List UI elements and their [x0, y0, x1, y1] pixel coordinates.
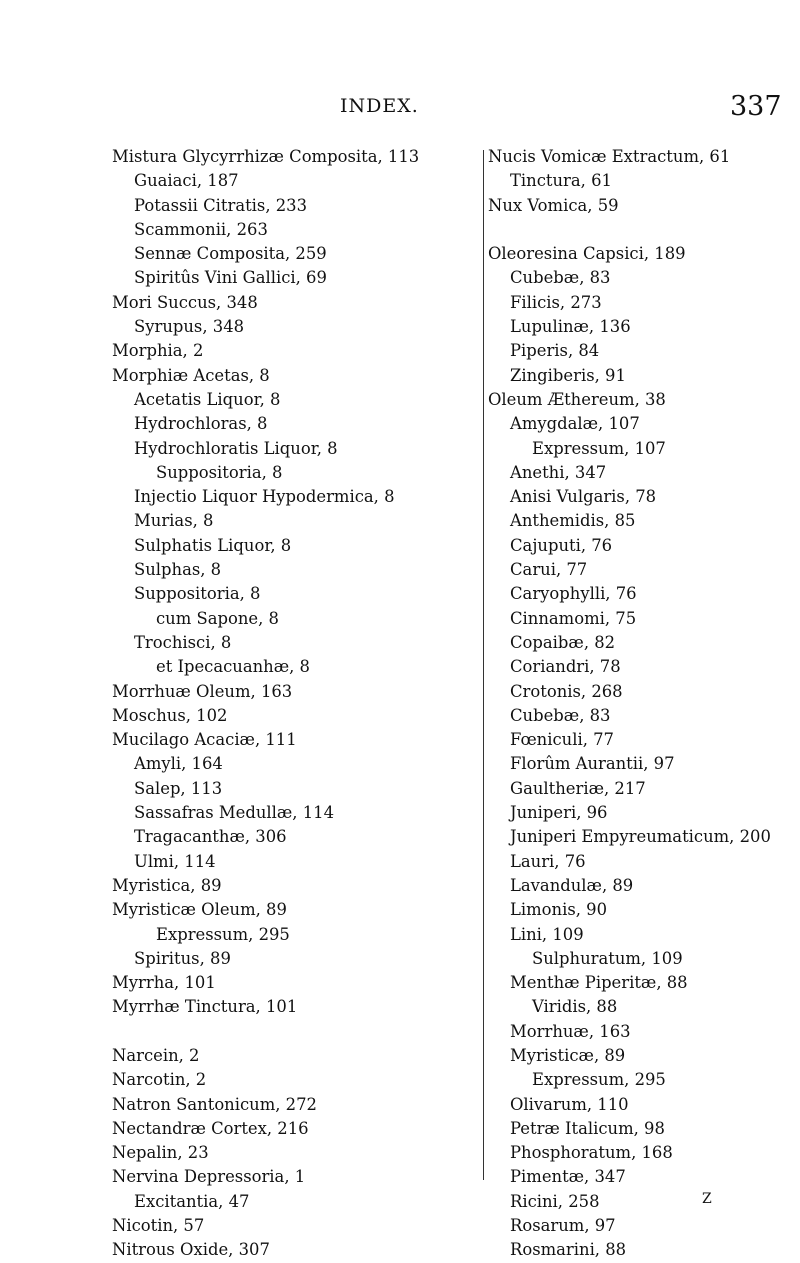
index-entry: Sassafras Medullæ, 114 — [134, 803, 335, 823]
index-entry: Sulphas, 8 — [134, 560, 222, 580]
index-entry: Olivarum, 110 — [510, 1094, 629, 1114]
index-entry: Nitrous Oxide, 307 — [112, 1240, 270, 1260]
index-entry: Phosphoratum, 168 — [510, 1143, 673, 1163]
index-entry: Spiritûs Vini Gallici, 69 — [134, 268, 327, 288]
index-column-left — [112, 145, 472, 1263]
index-entry: Sulphuratum, 109 — [532, 948, 683, 968]
index-entry: Injectio Liquor Hypodermica, 8 — [134, 487, 395, 507]
index-entry: Spiritus, 89 — [134, 948, 231, 968]
index-entry: et Ipecacuanhæ, 8 — [156, 657, 310, 677]
index-entry: Oleum Æthereum, 38 — [488, 389, 666, 409]
index-entry: Oleoresina Capsici, 189 — [488, 244, 686, 264]
index-entry: Cinnamomi, 75 — [510, 608, 637, 628]
index-entry: Nervina Depressoria, 1 — [112, 1167, 306, 1187]
index-entry: Gaultheriæ, 217 — [510, 778, 646, 798]
index-entry: Syrupus, 348 — [134, 317, 245, 337]
index-entry: Mistura Glycyrrhizæ Composita, 113 — [112, 147, 420, 166]
index-entry: Expressum, 295 — [156, 924, 290, 944]
index-entry: Morrhuæ, 163 — [510, 1021, 631, 1041]
index-entry: Ulmi, 114 — [134, 851, 216, 871]
index-entry: Guaiaci, 187 — [134, 171, 239, 191]
index-entry: Piperis, 84 — [510, 341, 600, 361]
index-entry: Excitantia, 47 — [134, 1191, 250, 1211]
index-entry: Fœniculi, 77 — [510, 730, 614, 750]
index-entry: Pimentæ, 347 — [510, 1167, 626, 1187]
index-entry: Hydrochloratis Liquor, 8 — [134, 438, 338, 458]
index-entry: Anisi Vulgaris, 78 — [510, 487, 657, 507]
index-entry: Morphiæ Acetas, 8 — [112, 365, 270, 385]
index-entry: Expressum, 295 — [532, 1070, 666, 1090]
index-entry: Zingiberis, 91 — [510, 365, 626, 385]
index-entry: Murias, 8 — [134, 511, 214, 531]
index-entry: Narcein, 2 — [112, 1045, 200, 1065]
index-entry: Lauri, 76 — [510, 851, 586, 871]
index-entry: Lavandulæ, 89 — [510, 875, 634, 895]
entry-gap — [112, 1020, 472, 1044]
index-entry: Amygdalæ, 107 — [510, 414, 640, 434]
index-entry: Nux Vomica, 59 — [488, 195, 619, 215]
index-entry: Cubebæ, 83 — [510, 268, 611, 288]
index-entry: Scammonii, 263 — [134, 219, 268, 239]
index-entry: Filicis, 273 — [510, 292, 602, 312]
index-entry: Myristica, 89 — [112, 875, 222, 895]
index-entry: Myristicæ Oleum, 89 — [112, 900, 287, 920]
index-entry: Acetatis Liquor, 8 — [134, 389, 281, 409]
index-entry: Tinctura, 61 — [510, 171, 612, 191]
index-entry: Limonis, 90 — [510, 900, 608, 920]
index-entry: Amyli, 164 — [134, 754, 223, 774]
index-entry: Narcotin, 2 — [112, 1070, 207, 1090]
index-entry: Trochisci, 8 — [134, 632, 232, 652]
index-entry: Petræ Italicum, 98 — [510, 1118, 665, 1138]
index-entry: Rosmarini, 88 — [510, 1240, 627, 1260]
index-entry: Coriandri, 78 — [510, 657, 621, 677]
index-entry: Moschus, 102 — [112, 705, 228, 725]
index-entry: Expressum, 107 — [532, 438, 666, 458]
index-entry: Mucilago Acaciæ, 111 — [112, 730, 297, 750]
index-entry: Ricini, 258 — [510, 1191, 600, 1211]
index-entry: Menthæ Piperitæ, 88 — [510, 973, 688, 993]
index-entry: Caryophylli, 76 — [510, 584, 637, 604]
index-entry: Viridis, 88 — [532, 997, 618, 1017]
index-entry: Florûm Aurantii, 97 — [510, 754, 675, 774]
index-entry: Lupulinæ, 136 — [510, 317, 631, 337]
index-entry: Nucis Vomicæ Extractum, 61 — [488, 147, 731, 166]
index-entry: Sulphatis Liquor, 8 — [134, 535, 292, 555]
index-entry: Rosarum, 97 — [510, 1216, 616, 1236]
index-entry: Cubebæ, 83 — [510, 705, 611, 725]
column-divider — [483, 150, 484, 1180]
index-entry: Myristicæ, 89 — [510, 1045, 626, 1065]
index-entry: Salep, 113 — [134, 778, 223, 798]
index-entry: Myrrhæ Tinctura, 101 — [112, 997, 298, 1017]
page-title: INDEX. — [340, 95, 419, 117]
index-entry: Sennæ Composita, 259 — [134, 244, 327, 264]
index-entry: Nepalin, 23 — [112, 1143, 209, 1163]
index-entry: Nicotin, 57 — [112, 1216, 205, 1236]
index-entry: Juniperi Empyreumaticum, 200 — [510, 827, 771, 847]
index-entry: Natron Santonicum, 272 — [112, 1094, 317, 1114]
index-entry: Copaibæ, 82 — [510, 632, 616, 652]
index-entry: Tragacanthæ, 306 — [134, 827, 287, 847]
index-entry: Anthemidis, 85 — [510, 511, 636, 531]
index-entry: Nectandræ Cortex, 216 — [112, 1118, 309, 1138]
index-entry: Suppositoria, 8 — [134, 584, 261, 604]
index-entry: Suppositoria, 8 — [156, 462, 283, 482]
index-entry: Mori Succus, 348 — [112, 292, 258, 312]
index-entry: Potassii Citratis, 233 — [134, 195, 308, 215]
page-header — [0, 91, 800, 125]
index-entry: Anethi, 347 — [510, 462, 607, 482]
index-entry: Morrhuæ Oleum, 163 — [112, 681, 293, 701]
index-entry: Crotonis, 268 — [510, 681, 623, 701]
index-entry: Hydrochloras, 8 — [134, 414, 268, 434]
index-entry: Juniperi, 96 — [510, 803, 608, 823]
page-number: 337 — [730, 91, 782, 122]
entry-gap — [488, 218, 788, 242]
index-entry: Morphia, 2 — [112, 341, 204, 361]
signature-mark: Z — [702, 1191, 712, 1207]
index-entry: Carui, 77 — [510, 560, 588, 580]
index-entry: cum Sapone, 8 — [156, 608, 279, 628]
index-entry: Cajuputi, 76 — [510, 535, 613, 555]
index-column-right — [488, 145, 788, 1263]
index-entry: Lini, 109 — [510, 924, 584, 944]
index-entry: Myrrha, 101 — [112, 973, 216, 993]
